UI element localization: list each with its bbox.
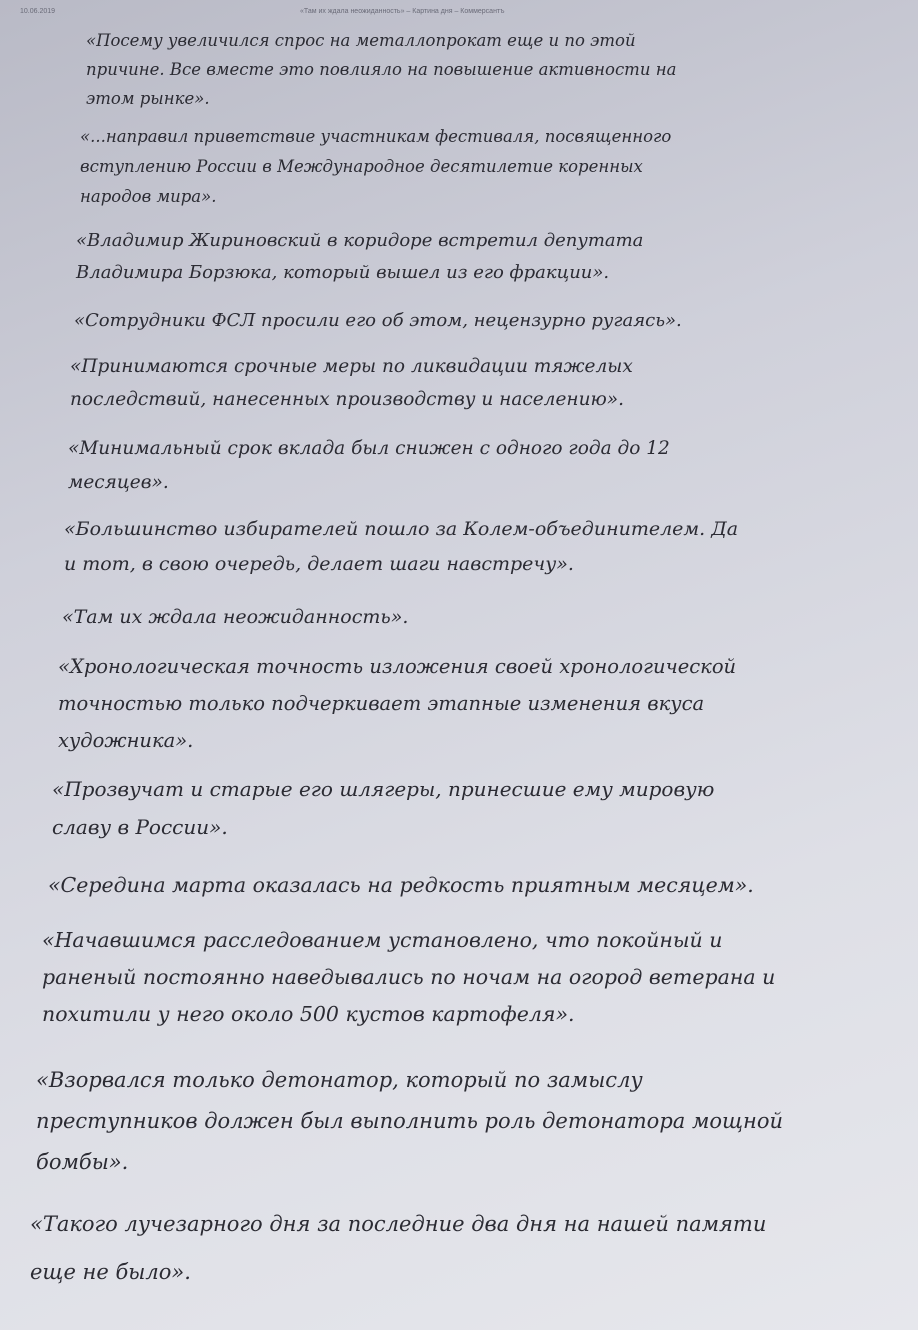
quote xyxy=(74,305,682,337)
quote-line: «Там их ждала неожиданность». xyxy=(62,606,409,628)
quote xyxy=(36,1060,783,1183)
quote xyxy=(52,770,714,846)
print-date: 10.06.2019 xyxy=(20,8,56,15)
quote-line: «Принимаются срочные меры по ликвидации тяжелых xyxy=(70,356,633,377)
quote-line: месяцев». xyxy=(68,472,169,493)
quote-line: Владимира Борзюка, который вышел из его фракции». xyxy=(76,262,610,283)
quote-line: похитили у него около 500 кустов картофеля». xyxy=(42,1002,575,1026)
quote-line: причине. Все вместе это повлияло на повышение активности на xyxy=(86,60,677,79)
quote xyxy=(86,26,676,113)
quote xyxy=(68,432,670,500)
quote-line: «Взорвался только детонатор, который по замыслу xyxy=(36,1068,643,1092)
quote-line: художника». xyxy=(58,729,194,752)
quote-line: последствий, нанесенных производству и населению». xyxy=(70,389,624,410)
quote xyxy=(30,1200,766,1296)
quote-line: «Прозвучат и старые его шлягеры, принесшие ему мировую xyxy=(52,777,715,801)
quote-line: «Середина марта оказалась на редкость приятным месяцем». xyxy=(48,873,754,897)
quote-line: точностью только подчеркивает этапные изменения вкуса xyxy=(58,692,705,715)
quote-line: «Большинство избирателей пошло за Колем-объединителем. Да xyxy=(64,518,739,540)
quote-line: вступлению России в Международное десятилетие коренных xyxy=(80,157,643,176)
quote-line: раненый постоянно наведывались по ночам на огород ветерана и xyxy=(42,965,776,989)
quote-line: «Хронологическая точность изложения своей хронологической xyxy=(58,655,737,678)
quote-line: народов мира». xyxy=(80,187,217,206)
quote-line: «Посему увеличился спрос на металлопрокат еще и по этой xyxy=(86,31,636,50)
quote-line: еще не было». xyxy=(30,1260,191,1284)
quote-line: «Начавшимся расследованием установлено, что покойный и xyxy=(42,928,723,952)
print-page-title: «Там их ждала неожиданность» – Картина дня – Коммерсантъ xyxy=(300,8,505,15)
quote xyxy=(48,866,754,904)
quote xyxy=(76,225,643,289)
quote xyxy=(62,600,408,635)
quote xyxy=(64,512,738,582)
quote xyxy=(42,922,775,1033)
quote-line: «...направил приветствие участникам фестиваля, посвященного xyxy=(80,127,672,146)
quote-line: этом рынке». xyxy=(86,89,210,108)
quote-line: «Такого лучезарного дня за последние два дня на нашей памяти xyxy=(30,1212,767,1236)
quote-line: славу в России». xyxy=(52,815,228,839)
quote xyxy=(58,648,736,759)
quote-line: и тот, в свою очередь, делает шаги навстречу». xyxy=(64,553,574,575)
quote xyxy=(80,122,671,212)
quote-line: «Минимальный срок вклада был снижен с одного года до 12 xyxy=(68,438,670,459)
quote-line: «Сотрудники ФСЛ просили его об этом, нецензурно ругаясь». xyxy=(74,310,682,331)
quote xyxy=(70,350,633,416)
quote-line: бомбы». xyxy=(36,1150,129,1174)
quote-line: «Владимир Жириновский в коридоре встретил депутата xyxy=(76,230,644,251)
quote-line: преступников должен был выполнить роль детонатора мощной xyxy=(36,1109,784,1133)
